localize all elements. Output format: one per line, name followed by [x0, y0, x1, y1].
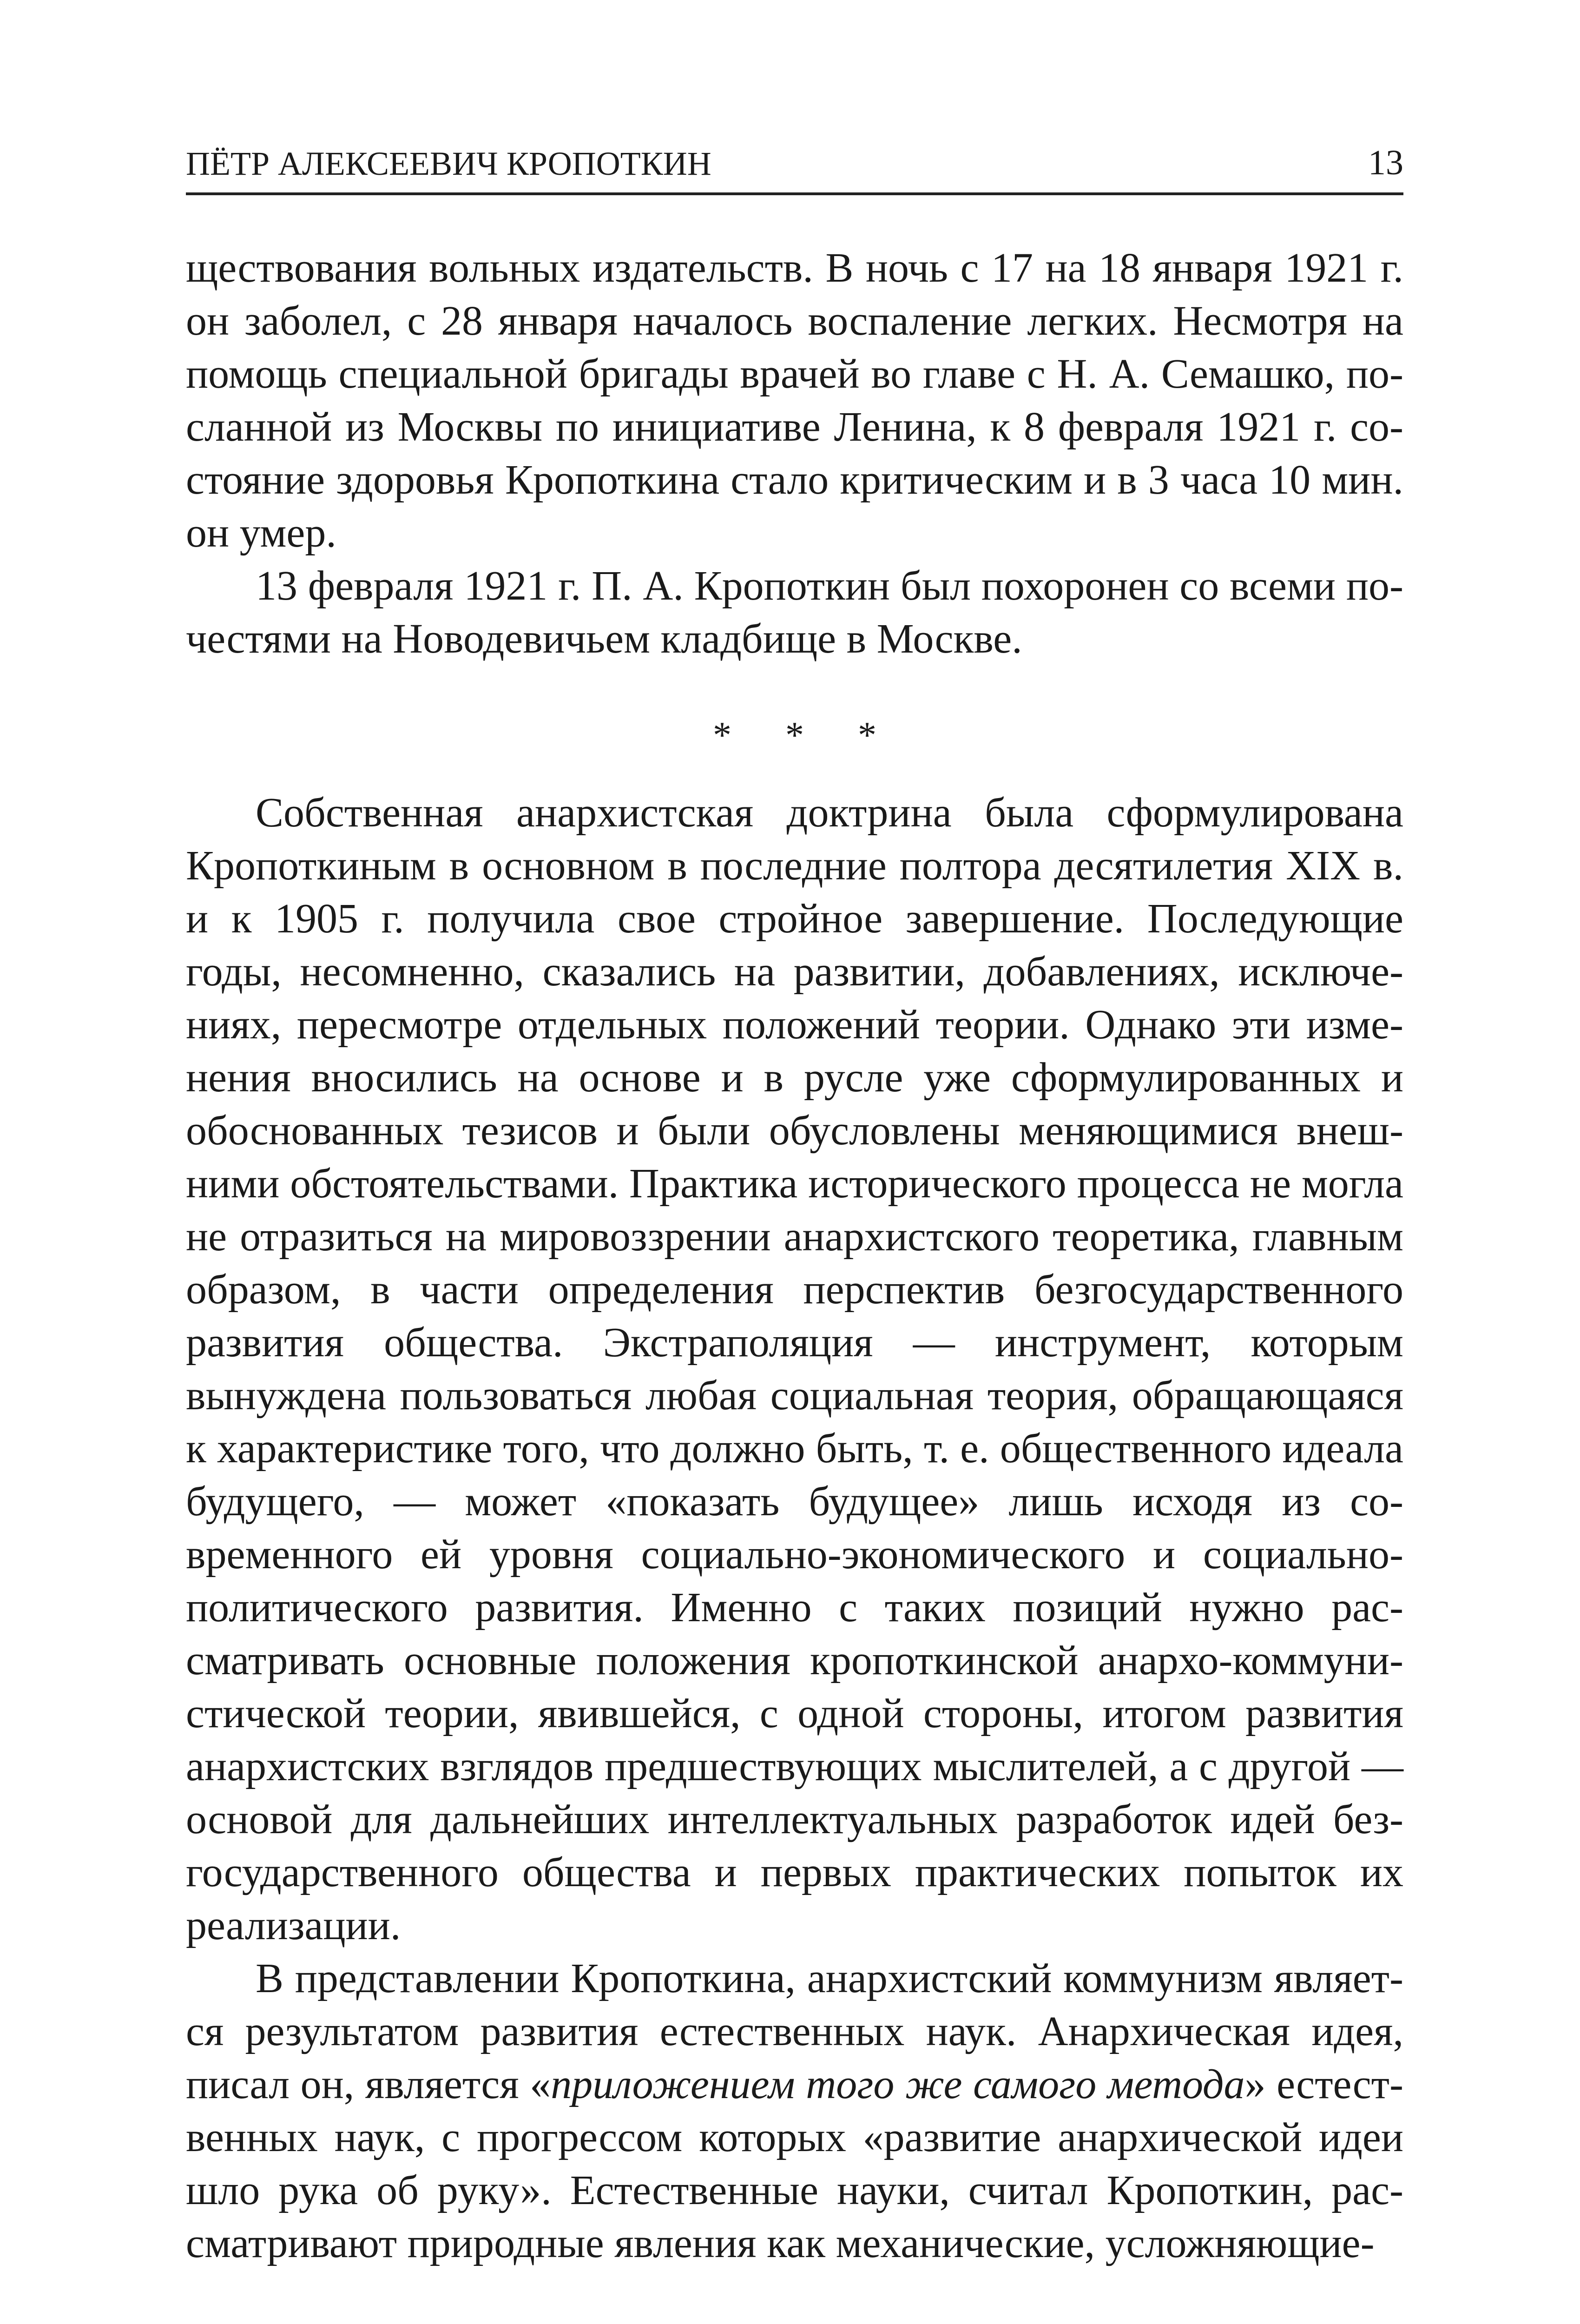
- paragraph-continued: ществования вольных издательств. В ночь с 17 на 18 января 1921 г. он заболел, с 28 января началось воспаление легких. Несмотря на помощь специальной бригады врачей во главе с Н. А. Семашко, посланной из Москвы по инициативе Ленина, к 8 февраля 1921 г. состояние здоровья Кропоткина стало критическим и в 3 часа 10 мин. он умер.: [186, 245, 1403, 556]
- emphasized-quote: приложением того же самого метода: [551, 2061, 1245, 2107]
- paragraph-text-after-emphasis: » естественных наук, с прогрессом которых «развитие анархической идеи шло рука об руку». Естественные науки, считал Кропоткин, рассматривают природные явления как механические, усложняющие-: [186, 2061, 1403, 2266]
- paragraph-doctrine: Собственная анархистская доктрина была сформулирована Кропоткиным в основном в последние полтора десятилетия XIX в. и к 1905 г. получила свое стройное завершение. Последующие годы, несомненно, сказались на развитии, добавлениях, исключениях, пересмотре отдельных положений теории. Однако эти изменения вносились на основе и в русле уже сформулированных и обоснованных тезисов и были обусловлены меняющимися внешними обстоятельствами. Практика исторического процесса не могла не отразиться на мировоззрении анархистского теоретика, главным образом, в части определения перспектив безгосударственного развития общества. Экстраполяция — инструмент, которым вынуждена пользоваться любая социальная теория, обращающаяся к характеристике того, что должно быть, т. е. общественного идеала будущего, — может «показать будущее» лишь исходя из современного ей уровня социально-экономического и социально-политического развития. Именно с таких позиций нужно рассматривать основные положения кропоткинской анархо-коммунистической теории, явившейся, с одной стороны, итогом развития анархистских взглядов предшествующих мыслителей, а с другой — основой для дальнейших интеллектуальных разработок идей безгосударственного общества и первых практических попыток их реализации.: [186, 790, 1403, 1948]
- running-header: [186, 135, 1403, 195]
- paragraph-text-before-emphasis: В представлении Кропоткина, анархистский коммунизм является результатом развития естественных наук. Анархическая идея, писал он, является «: [186, 1955, 1403, 2107]
- page-number: 13: [1368, 143, 1403, 182]
- running-title: ПЁТР АЛЕКСЕЕВИЧ КРОПОТКИН: [186, 145, 711, 182]
- paragraph-funeral: 13 февраля 1921 г. П. А. Кропоткин был похоронен со всеми почестями на Новодевичьем кладбище в Москве.: [186, 563, 1403, 662]
- section-separator: * * *: [713, 715, 899, 756]
- body-text: [186, 242, 1403, 2270]
- paragraph-natural-sciences: [186, 1952, 1403, 2270]
- header-rule: [186, 192, 1403, 195]
